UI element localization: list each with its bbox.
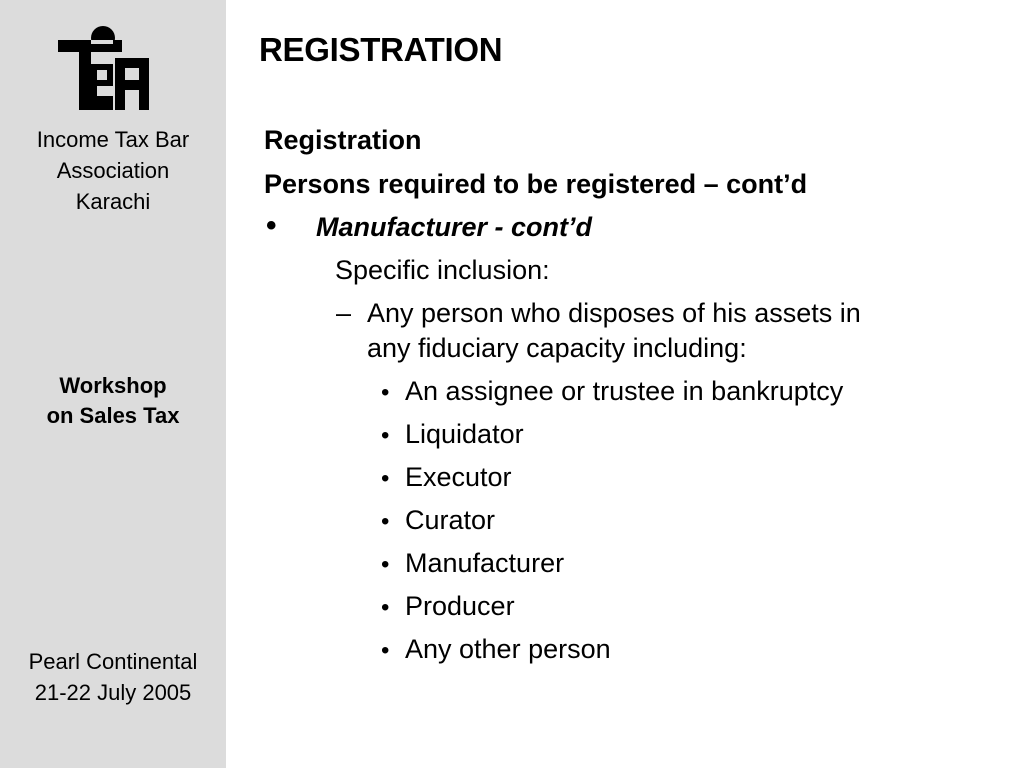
bullet-icon: • xyxy=(381,422,390,449)
slide-title: REGISTRATION xyxy=(259,31,503,68)
sidebar xyxy=(0,0,226,768)
list-item xyxy=(381,503,495,539)
list-item-label: Liquidator xyxy=(405,419,524,449)
organization-name-line: Association xyxy=(56,158,170,183)
venue-date xyxy=(0,646,226,708)
list-item-label: An assignee or trustee in bankruptcy xyxy=(405,376,844,406)
content-heading: Registration xyxy=(264,125,422,155)
organization-name xyxy=(0,124,226,217)
list-item xyxy=(381,589,515,625)
workshop-title-line: on Sales Tax xyxy=(46,403,180,428)
itba-logo-icon xyxy=(55,24,151,110)
list-item xyxy=(381,417,524,453)
workshop-title-line: Workshop xyxy=(59,373,167,398)
list-item xyxy=(381,460,512,496)
list-item xyxy=(381,374,843,410)
intro-text: Specific inclusion: xyxy=(335,255,550,285)
bullet-icon: • xyxy=(381,465,390,492)
list-item-label: Manufacturer xyxy=(405,548,565,578)
date-line: 21-22 July 2005 xyxy=(34,680,192,705)
list-item xyxy=(381,546,564,582)
topic-heading: Manufacturer - cont’d xyxy=(316,212,593,242)
bullet-icon: • xyxy=(381,379,390,406)
list-item xyxy=(381,632,611,668)
clause-text-line: Any person who disposes of his assets in xyxy=(367,298,861,328)
bullet-icon: • xyxy=(381,551,390,578)
list-item-label: Producer xyxy=(405,591,515,621)
organization-name-line: Income Tax Bar xyxy=(36,127,190,152)
bullet-icon: • xyxy=(381,637,390,664)
bullet-icon: • xyxy=(266,209,277,242)
list-item-label: Curator xyxy=(405,505,496,535)
bullet-icon: • xyxy=(381,594,390,621)
list-item-label: Executor xyxy=(405,462,512,492)
workshop-title xyxy=(0,371,226,431)
clause-text-line: any fiduciary capacity including: xyxy=(367,333,747,363)
dash-icon: – xyxy=(336,298,352,328)
organization-name-line: Karachi xyxy=(75,189,151,214)
bullet-icon: • xyxy=(381,508,390,535)
venue-line: Pearl Continental xyxy=(28,649,198,674)
content-subheading: Persons required to be registered – cont’d xyxy=(264,169,808,199)
list-item-label: Any other person xyxy=(405,634,611,664)
